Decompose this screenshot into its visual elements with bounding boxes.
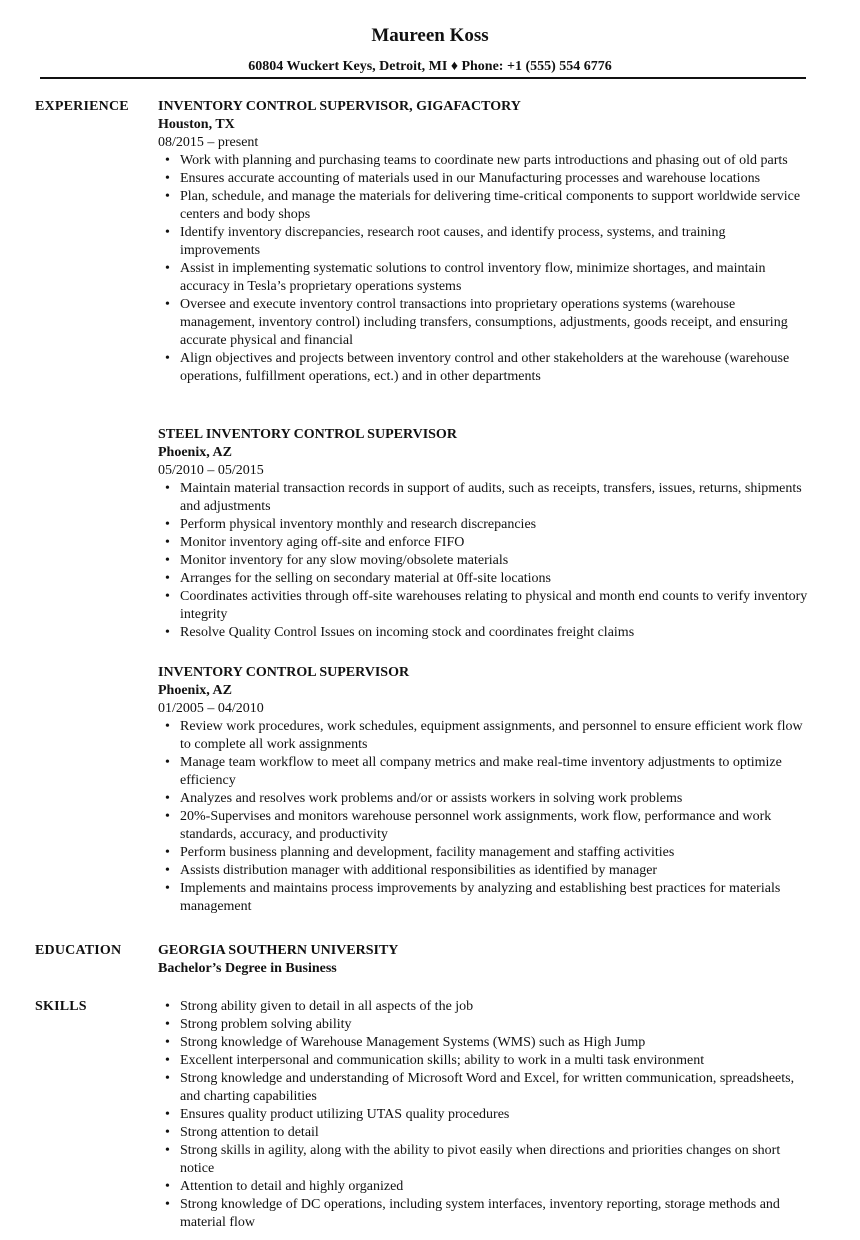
bullet-item: • Assist in implementing systematic solutions to control inventory flow, minimize shortages, and maintain accuracy in Tesla’s proprietary operations systems bbox=[158, 260, 808, 296]
job-location: Phoenix, AZ bbox=[158, 445, 232, 460]
education-heading: EDUCATION bbox=[35, 943, 122, 958]
skill-item: • Strong skills in agility, along with the ability to pivot easily when directions and priorities changes on short notice bbox=[158, 1142, 808, 1178]
job-dates: 08/2015 – present bbox=[158, 135, 259, 150]
job-entry bbox=[158, 426, 808, 642]
bullet-item: • Assists distribution manager with additional responsibilities as identified by manager bbox=[158, 862, 808, 880]
bullet-item: • 20%-Supervises and monitors warehouse personnel work assignments, work flow, performance and work standards, accuracy, and productivity bbox=[158, 808, 808, 844]
contact-line: 60804 Wuckert Keys, Detroit, MI ♦ Phone: +1 (555) 554 6776 bbox=[248, 59, 612, 74]
bullet-item: • Analyzes and resolves work problems and/or or assists workers in solving work problems bbox=[158, 790, 808, 808]
job-entry bbox=[158, 98, 808, 386]
bullet-item: • Arranges for the selling on secondary material at 0ff-site locations bbox=[158, 570, 808, 588]
job-title: STEEL INVENTORY CONTROL SUPERVISOR bbox=[158, 427, 457, 442]
bullet-item: • Align objectives and projects between inventory control and other stakeholders at the warehouse (warehouse operations, fulfillment operations, ect.) and in other departments bbox=[158, 350, 808, 386]
bullet-item: • Coordinates activities through off-site warehouses relating to physical and month end counts to verify inventory integrity bbox=[158, 588, 808, 624]
job-title: INVENTORY CONTROL SUPERVISOR bbox=[158, 665, 410, 680]
resume-name: Maureen Koss bbox=[371, 25, 489, 46]
degree: Bachelor’s Degree in Business bbox=[158, 961, 337, 976]
skill-item: • Strong problem solving ability bbox=[158, 1016, 808, 1034]
bullet-item: • Oversee and execute inventory control transactions into proprietary operations systems (warehouse management, inventory control) including transfers, consumptions, adjustments, goods receipt, and ensuring accurate physical and financial bbox=[158, 296, 808, 350]
bullet-item: • Resolve Quality Control Issues on incoming stock and coordinates freight claims bbox=[158, 624, 808, 642]
skill-item: • Strong ability given to detail in all aspects of the job bbox=[158, 998, 808, 1016]
skills-list-block bbox=[158, 998, 808, 1232]
bullet-item: • Review work procedures, work schedules, equipment assignments, and personnel to ensure efficient work flow to complete all work assignments bbox=[158, 718, 808, 754]
bullet-item: • Manage team workflow to meet all company metrics and make real-time inventory adjustments to optimize efficiency bbox=[158, 754, 808, 790]
job-location: Houston, TX bbox=[158, 117, 235, 132]
job-bullets bbox=[158, 480, 808, 642]
skill-item: • Attention to detail and highly organized bbox=[158, 1178, 808, 1196]
header-divider bbox=[40, 77, 806, 79]
bullet-item: • Monitor inventory aging off-site and enforce FIFO bbox=[158, 534, 808, 552]
skills-heading: SKILLS bbox=[35, 999, 87, 1014]
job-bullets bbox=[158, 152, 808, 386]
bullet-item: • Perform physical inventory monthly and research discrepancies bbox=[158, 516, 808, 534]
job-bullets bbox=[158, 718, 808, 916]
job-dates: 01/2005 – 04/2010 bbox=[158, 701, 264, 716]
skill-item: • Strong attention to detail bbox=[158, 1124, 808, 1142]
bullet-item: • Work with planning and purchasing teams to coordinate new parts introductions and phasing out of old parts bbox=[158, 152, 808, 170]
skills-list bbox=[158, 998, 808, 1232]
school-name: GEORGIA SOUTHERN UNIVERSITY bbox=[158, 943, 399, 958]
job-title: INVENTORY CONTROL SUPERVISOR, GIGAFACTORY bbox=[158, 99, 521, 114]
skill-item: • Excellent interpersonal and communication skills; ability to work in a multi task environment bbox=[158, 1052, 808, 1070]
bullet-item: • Plan, schedule, and manage the materials for delivering time-critical components to support worldwide service centers and body shops bbox=[158, 188, 808, 224]
job-entry bbox=[158, 664, 808, 916]
job-location: Phoenix, AZ bbox=[158, 683, 232, 698]
skill-item: • Ensures quality product utilizing UTAS quality procedures bbox=[158, 1106, 808, 1124]
bullet-item: • Implements and maintains process improvements by analyzing and establishing best practices for materials management bbox=[158, 880, 808, 916]
bullet-item: • Ensures accurate accounting of materials used in our Manufacturing processes and warehouse locations bbox=[158, 170, 808, 188]
job-dates: 05/2010 – 05/2015 bbox=[158, 463, 264, 478]
skill-item: • Strong knowledge of Warehouse Management Systems (WMS) such as High Jump bbox=[158, 1034, 808, 1052]
bullet-item: • Maintain material transaction records in support of audits, such as receipts, transfers, issues, returns, shipments and adjustments bbox=[158, 480, 808, 516]
bullet-item: • Perform business planning and development, facility management and staffing activities bbox=[158, 844, 808, 862]
bullet-item: • Monitor inventory for any slow moving/obsolete materials bbox=[158, 552, 808, 570]
skill-item: • Strong knowledge of DC operations, including system interfaces, inventory reporting, storage methods and material flow bbox=[158, 1196, 808, 1232]
bullet-item: • Identify inventory discrepancies, research root causes, and identify process, systems, and training improvements bbox=[158, 224, 808, 260]
experience-heading: EXPERIENCE bbox=[35, 99, 129, 114]
education-entry bbox=[158, 942, 808, 978]
skill-item: • Strong knowledge and understanding of Microsoft Word and Excel, for written communication, spreadsheets, and charting capabilities bbox=[158, 1070, 808, 1106]
